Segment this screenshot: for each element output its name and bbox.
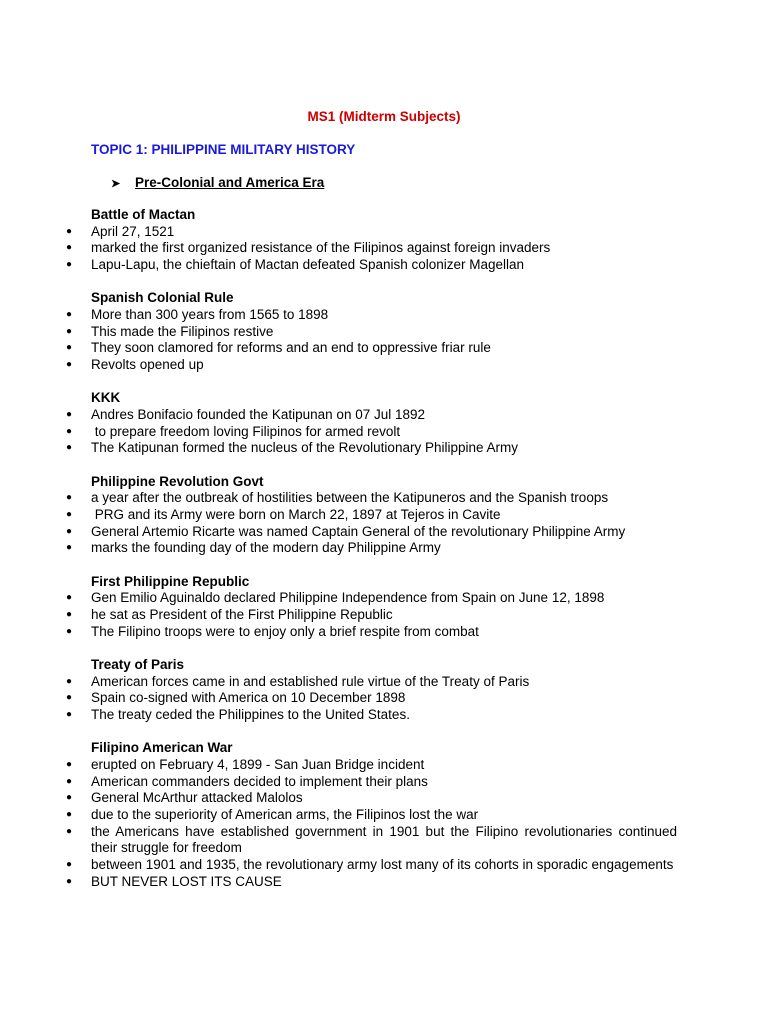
- bullet-text: to prepare freedom loving Filipinos for armed revolt: [91, 423, 401, 439]
- bullet-dot-icon: ●: [66, 592, 73, 604]
- bullet-text: American commanders decided to implement their plans: [91, 773, 428, 789]
- bullet-item: [0, 690, 768, 707]
- bullet-text: April 27, 1521: [91, 223, 175, 239]
- bullet-item: [0, 857, 768, 874]
- bullet-item: [0, 240, 768, 257]
- bullet-text: a year after the outbreak of hostilities between the Katipuneros and the Spanish troops: [91, 490, 609, 506]
- bullet-dot-icon: ●: [66, 492, 73, 504]
- bullet-list: [0, 590, 768, 640]
- section-heading: Filipino American War: [91, 740, 233, 756]
- bullet-list: [0, 307, 768, 374]
- section: [0, 390, 768, 457]
- bullet-text: The Filipino troops were to enjoy only a brief respite from combat: [91, 623, 479, 639]
- bullet-item: [0, 624, 768, 641]
- bullet-text: Lapu-Lapu, the chieftain of Mactan defeated Spanish colonizer Magellan: [91, 257, 525, 273]
- section-heading: Battle of Mactan: [91, 207, 196, 222]
- bullet-dot-icon: ●: [66, 808, 73, 820]
- bullet-list: [0, 490, 768, 557]
- bullet-list: [0, 407, 768, 457]
- bullet-dot-icon: ●: [66, 608, 73, 620]
- bullet-item: [0, 874, 768, 891]
- bullet-text: More than 300 years from 1565 to 1898: [91, 306, 329, 322]
- bullet-dot-icon: ●: [66, 875, 73, 887]
- bullet-dot-icon: ●: [66, 792, 73, 804]
- bullet-dot-icon: ●: [66, 542, 73, 554]
- bullet-item: [0, 507, 768, 524]
- bullet-item: [0, 224, 768, 241]
- bullet-dot-icon: ●: [66, 508, 73, 520]
- bullet-item: [0, 424, 768, 441]
- bullet-dot-icon: ●: [66, 442, 73, 454]
- bullet-item: [0, 607, 768, 624]
- section: [0, 657, 768, 724]
- bullet-dot-icon: ●: [66, 408, 73, 420]
- bullet-dot-icon: ●: [66, 308, 73, 320]
- section: [0, 740, 768, 890]
- bullet-dot-icon: ●: [66, 425, 73, 437]
- bullet-text: Spain co-signed with America on 10 December 1898: [91, 690, 406, 706]
- bullet-text: Revolts opened up: [91, 357, 204, 373]
- bullet-dot-icon: ●: [66, 242, 73, 254]
- bullet-dot-icon: ●: [66, 225, 73, 237]
- bullet-dot-icon: ●: [66, 825, 73, 837]
- bullet-text: This made the Filipinos restive: [91, 323, 274, 339]
- bullet-item: [0, 590, 768, 607]
- section-heading: Spanish Colonial Rule: [91, 290, 234, 306]
- bullet-item: [0, 824, 768, 857]
- bullet-dot-icon: ●: [66, 758, 73, 770]
- bullet-text: the Americans have established government in 1901 but the Filipino revolutionaries continued their struggle for freedom: [91, 823, 681, 856]
- bullet-item: [0, 324, 768, 341]
- bullet-dot-icon: ●: [66, 775, 73, 787]
- bullet-dot-icon: ●: [66, 708, 73, 720]
- bullet-item: [0, 790, 768, 807]
- bullet-text: PRG and its Army were born on March 22, 1897 at Tejeros in Cavite: [91, 506, 501, 522]
- bullet-text: The treaty ceded the Philippines to the United States.: [91, 706, 410, 722]
- bullet-dot-icon: ●: [66, 359, 73, 371]
- section: [0, 207, 768, 274]
- bullet-dot-icon: ●: [66, 675, 73, 687]
- arrowhead-bullet-icon: ➤: [111, 178, 121, 190]
- bullet-dot-icon: ●: [66, 859, 73, 871]
- bullet-item: [0, 674, 768, 691]
- section: [0, 474, 768, 558]
- bullet-dot-icon: ●: [66, 525, 73, 537]
- section: [0, 290, 768, 374]
- bullet-item: [0, 807, 768, 824]
- bullet-item: [0, 524, 768, 541]
- bullet-item: [0, 490, 768, 507]
- bullet-list: [0, 224, 768, 274]
- section-heading: First Philippine Republic: [91, 573, 250, 589]
- bullet-text: General McArthur attacked Malolos: [91, 790, 303, 806]
- bullet-text: Andres Bonifacio founded the Katipunan on 07 Jul 1892: [91, 406, 426, 422]
- bullet-dot-icon: ●: [66, 259, 73, 271]
- document-title: MS1 (Midterm Subjects): [307, 109, 461, 124]
- bullet-item: [0, 774, 768, 791]
- bullet-item: [0, 407, 768, 424]
- bullet-text: American forces came in and established rule virtue of the Treaty of Paris: [91, 673, 530, 689]
- topic-heading: TOPIC 1: PHILIPPINE MILITARY HISTORY: [91, 142, 356, 157]
- era-label: Pre-Colonial and America Era: [135, 175, 325, 190]
- bullet-item: [0, 707, 768, 724]
- bullet-text: between 1901 and 1935, the revolutionary army lost many of its cohorts in sporadic engagements: [91, 857, 674, 873]
- bullet-dot-icon: ●: [66, 625, 73, 637]
- bullet-item: [0, 357, 768, 374]
- bullet-dot-icon: ●: [66, 692, 73, 704]
- bullet-text: marked the first organized resistance of the Filipinos against foreign invaders: [91, 240, 551, 256]
- bullet-text: erupted on February 4, 1899 - San Juan Bridge incident: [91, 756, 425, 772]
- sections-container: [0, 207, 768, 891]
- bullet-text: he sat as President of the First Philippine Republic: [91, 606, 393, 622]
- bullet-item: [0, 340, 768, 357]
- bullet-dot-icon: ●: [66, 342, 73, 354]
- bullet-list: [0, 757, 768, 891]
- bullet-dot-icon: ●: [66, 325, 73, 337]
- bullet-text: marks the founding day of the modern day Philippine Army: [91, 540, 441, 556]
- bullet-text: Gen Emilio Aguinaldo declared Philippine Independence from Spain on June 12, 1898: [91, 590, 605, 606]
- bullet-text: General Artemio Ricarte was named Captain General of the revolutionary Philippine Army: [91, 523, 626, 539]
- bullet-item: [0, 440, 768, 457]
- bullet-text: BUT NEVER LOST ITS CAUSE: [91, 873, 282, 889]
- section-heading: Treaty of Paris: [91, 656, 185, 672]
- bullet-text: They soon clamored for reforms and an end to oppressive friar rule: [91, 340, 491, 356]
- bullet-list: [0, 674, 768, 724]
- bullet-text: due to the superiority of American arms, the Filipinos lost the war: [91, 806, 479, 822]
- section-heading: Philippine Revolution Govt: [91, 473, 264, 489]
- bullet-item: [0, 257, 768, 274]
- era-heading: [111, 175, 324, 193]
- section: [0, 574, 768, 641]
- bullet-item: [0, 757, 768, 774]
- bullet-item: [0, 540, 768, 557]
- bullet-item: [0, 307, 768, 324]
- bullet-text: The Katipunan formed the nucleus of the Revolutionary Philippine Army: [91, 440, 518, 456]
- section-heading: KKK: [91, 390, 121, 406]
